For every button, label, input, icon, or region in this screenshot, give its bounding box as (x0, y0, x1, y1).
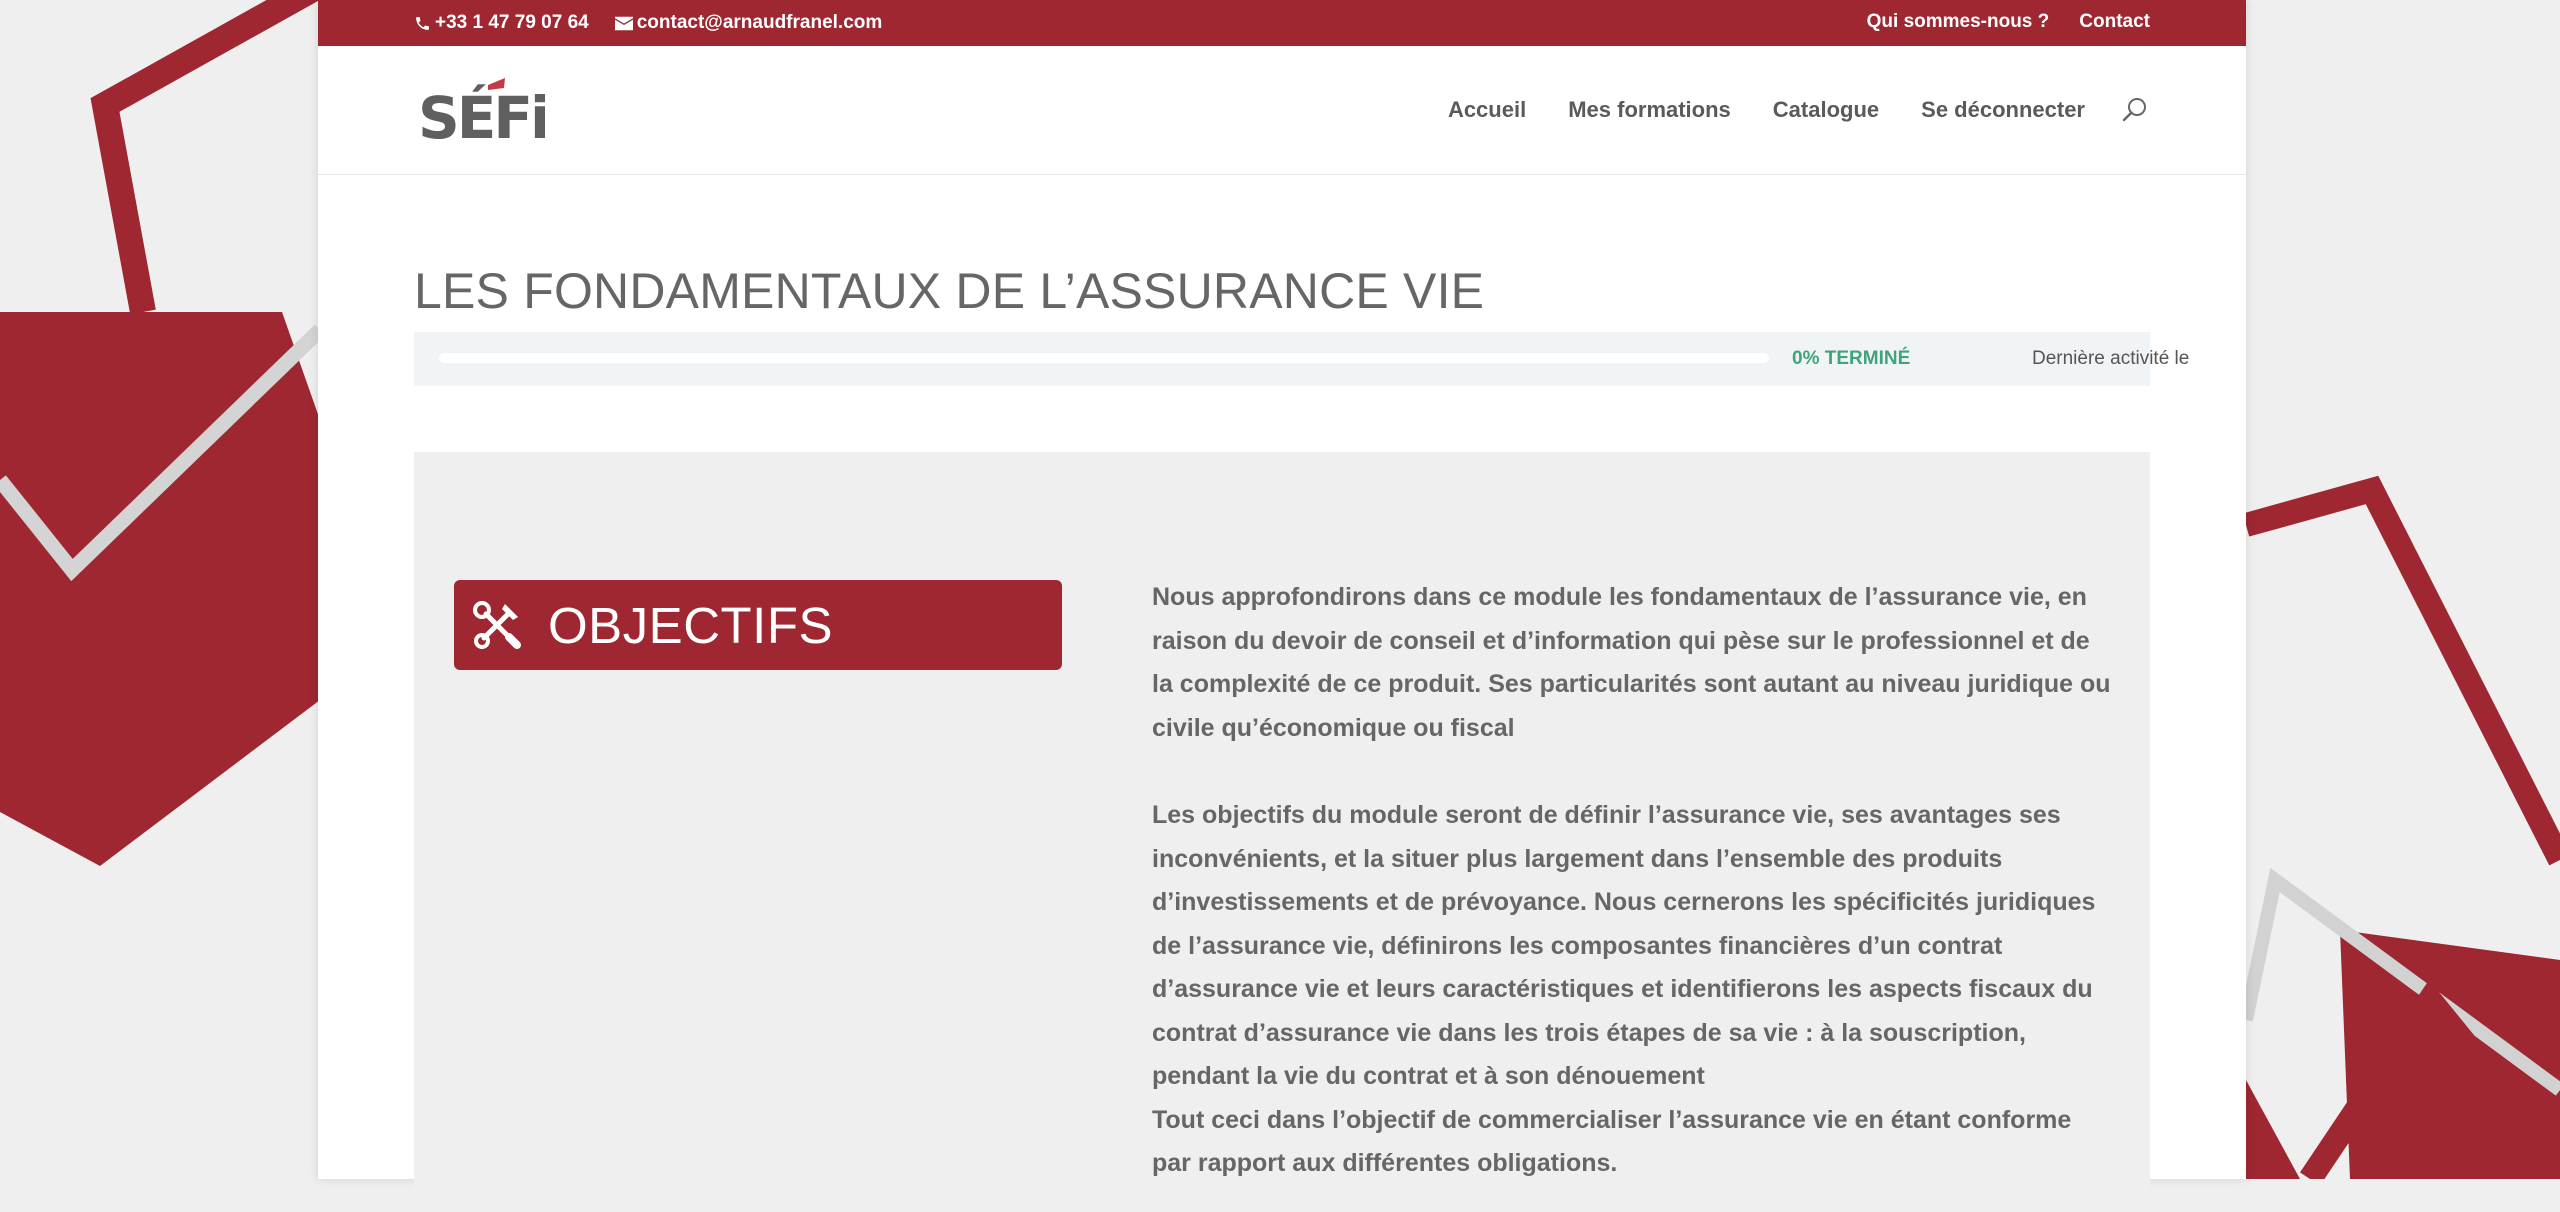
course-title: LES FONDAMENTAUX DE L’ASSURANCE VIE (414, 263, 1485, 319)
main-header (318, 46, 2246, 175)
bg-red-frame-left (105, 0, 320, 312)
svg-text:SÉFi: SÉFi (418, 84, 547, 146)
bg-red-corner-right (2246, 1080, 2300, 1179)
email-contact[interactable] (615, 12, 883, 34)
site-logo[interactable] (418, 76, 558, 151)
bg-red-shield-left (0, 312, 320, 866)
objectives-description (1152, 576, 2112, 1186)
contact-link[interactable]: Contact (2079, 11, 2150, 32)
phone-number: +33 1 47 79 07 64 (435, 12, 589, 33)
course-progress (414, 332, 2190, 386)
about-link[interactable]: Qui sommes-nous ? (1866, 11, 2050, 32)
progress-bar (439, 353, 1769, 363)
objectives-paragraph-2: Les objectifs du module seront de définir l’assurance vie, ses avantages ses inconvénients, et la situer plus largement dans l’ensemble des produits d’investissements et de prévoyance. Nous cernerons les spécificités juridiques de l’assurance vie, définirons les composantes financières d’un contrat d’assurance vie et leurs caractéristiques et identifierons les aspects fiscaux du contrat d’assurance vie dans les trois étapes de sa vie : à la souscription, pendant la vie du contrat et à son dénouement (1152, 801, 2096, 1090)
phone-contact[interactable] (414, 12, 589, 34)
page-container (318, 0, 2246, 1179)
search-icon[interactable] (2121, 96, 2149, 124)
bg-red-block-right (2340, 930, 2560, 1179)
last-activity-label: Dernière activité le (2032, 348, 2190, 369)
progress-percent-label: 0% TERMINÉ (1792, 348, 1911, 369)
objectives-paragraph-3: Tout ceci dans l’objectif de commercialiser l’assurance vie en étant conforme par rapport aux différentes obligations. (1152, 1105, 2072, 1177)
objectives-section (414, 452, 2150, 1212)
nav-catalogue[interactable]: Catalogue (1772, 97, 1880, 122)
email-address: contact@arnaudfranel.com (636, 12, 883, 33)
top-bar (318, 0, 2246, 46)
objectives-paragraph-1: Nous approfondirons dans ce module les fondamentaux de l’assurance vie, en raison du devoir de conseil et d’information qui pèse sur le professionnel et de la complexité de ce produit. Ses particularités sont autant au niveau juridique ou civile qu’économique ou fiscal (1152, 583, 2111, 742)
nav-mes-formations[interactable]: Mes formations (1568, 97, 1731, 122)
email-icon (615, 16, 633, 31)
bg-red-frame-right (2246, 490, 2560, 860)
main-nav (1448, 46, 2149, 174)
objectives-badge (454, 580, 1062, 670)
phone-icon (414, 15, 431, 32)
nav-se-deconnecter[interactable]: Se déconnecter (1921, 97, 2085, 122)
tools-icon (472, 600, 522, 650)
nav-accueil[interactable]: Accueil (1447, 97, 1527, 122)
objectives-title: OBJECTIFS (548, 596, 834, 654)
